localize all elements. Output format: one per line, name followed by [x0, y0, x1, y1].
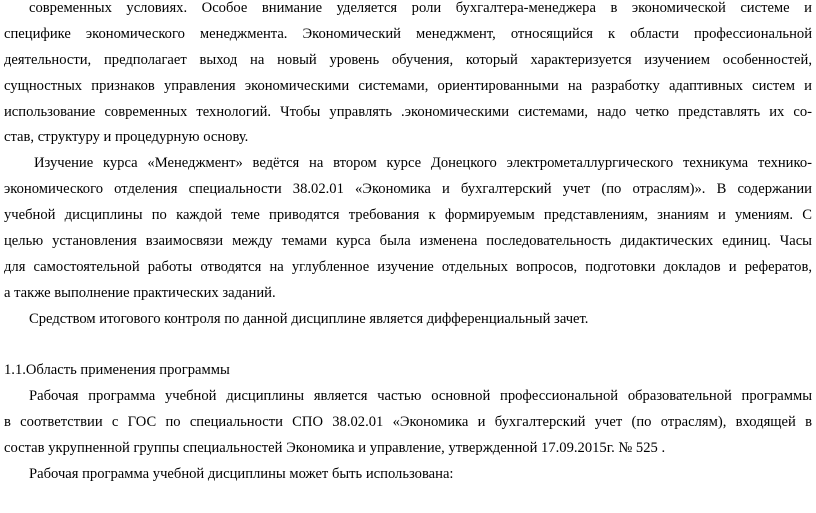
text-line: специфике экономического менеджмента. Экономический менеджмент, относящийся к области профессиональной	[4, 25, 812, 42]
paragraph-final-control: Средством итогового контроля по данной дисциплине является дифференциальный зачет.	[29, 310, 589, 327]
paragraph-spacer	[4, 333, 812, 359]
text-line: современных условиях. Особое внимание уделяется роли бухгалтера-менеджера в экономической системе и	[29, 0, 812, 16]
text-line: целью установления взаимосвязи между темами курса была изменена последовательность дидактических единиц. Часы	[4, 233, 812, 250]
text-line: для самостоятельной работы отводятся на углубленное изучение отдельных вопросов, подготовки докладов и рефератов,	[4, 258, 812, 275]
document-page	[4, 0, 812, 488]
text-line: став, структуру и процедурную основу.	[4, 129, 249, 146]
paragraph-course-study	[4, 151, 812, 306]
text-line: Изучение курса «Менеджмент» ведётся на втором курсе Донецкого электрометаллургического техникума технико-	[34, 155, 812, 172]
paragraph-economic-management	[4, 0, 812, 151]
text-line: Рабочая программа учебной дисциплины является частью основной профессиональной образовательной программы	[29, 388, 812, 405]
text-line: сущностных признаков управления экономическими системами, ориентированными на разработку адаптивных систем и	[4, 77, 812, 94]
paragraph-program-usage: Рабочая программа учебной дисциплины может быть использована:	[29, 466, 454, 483]
text-line: состав укрупненной группы специальностей Экономика и управление, утвержденной 17.09.2015г. № 525 .	[4, 440, 666, 457]
text-line: экономического отделения специальности 38.02.01 «Экономика и бухгалтерский учет (по отраслям)». В содержании	[4, 181, 812, 198]
text-line: деятельности, предполагает выход на новый уровень обучения, который характеризуется изучением особенностей,	[4, 51, 812, 68]
text-line: в соответствии с ГОС по специальности СПО 38.02.01 «Экономика и бухгалтерский учет (по отраслям), входящей в	[4, 414, 812, 431]
text-line: учебной дисциплины по каждой теме приводятся требования к формируемым представлениям, знаниям и умениям. С	[4, 207, 812, 224]
text-line: а также выполнение практических заданий.	[4, 284, 276, 301]
section-heading: 1.1.Область применения программы	[4, 362, 230, 379]
paragraph-program-scope	[4, 384, 812, 462]
text-line: использование современных технологий. Чтобы управлять .экономическими системами, надо четко представлять их со-	[4, 103, 812, 120]
